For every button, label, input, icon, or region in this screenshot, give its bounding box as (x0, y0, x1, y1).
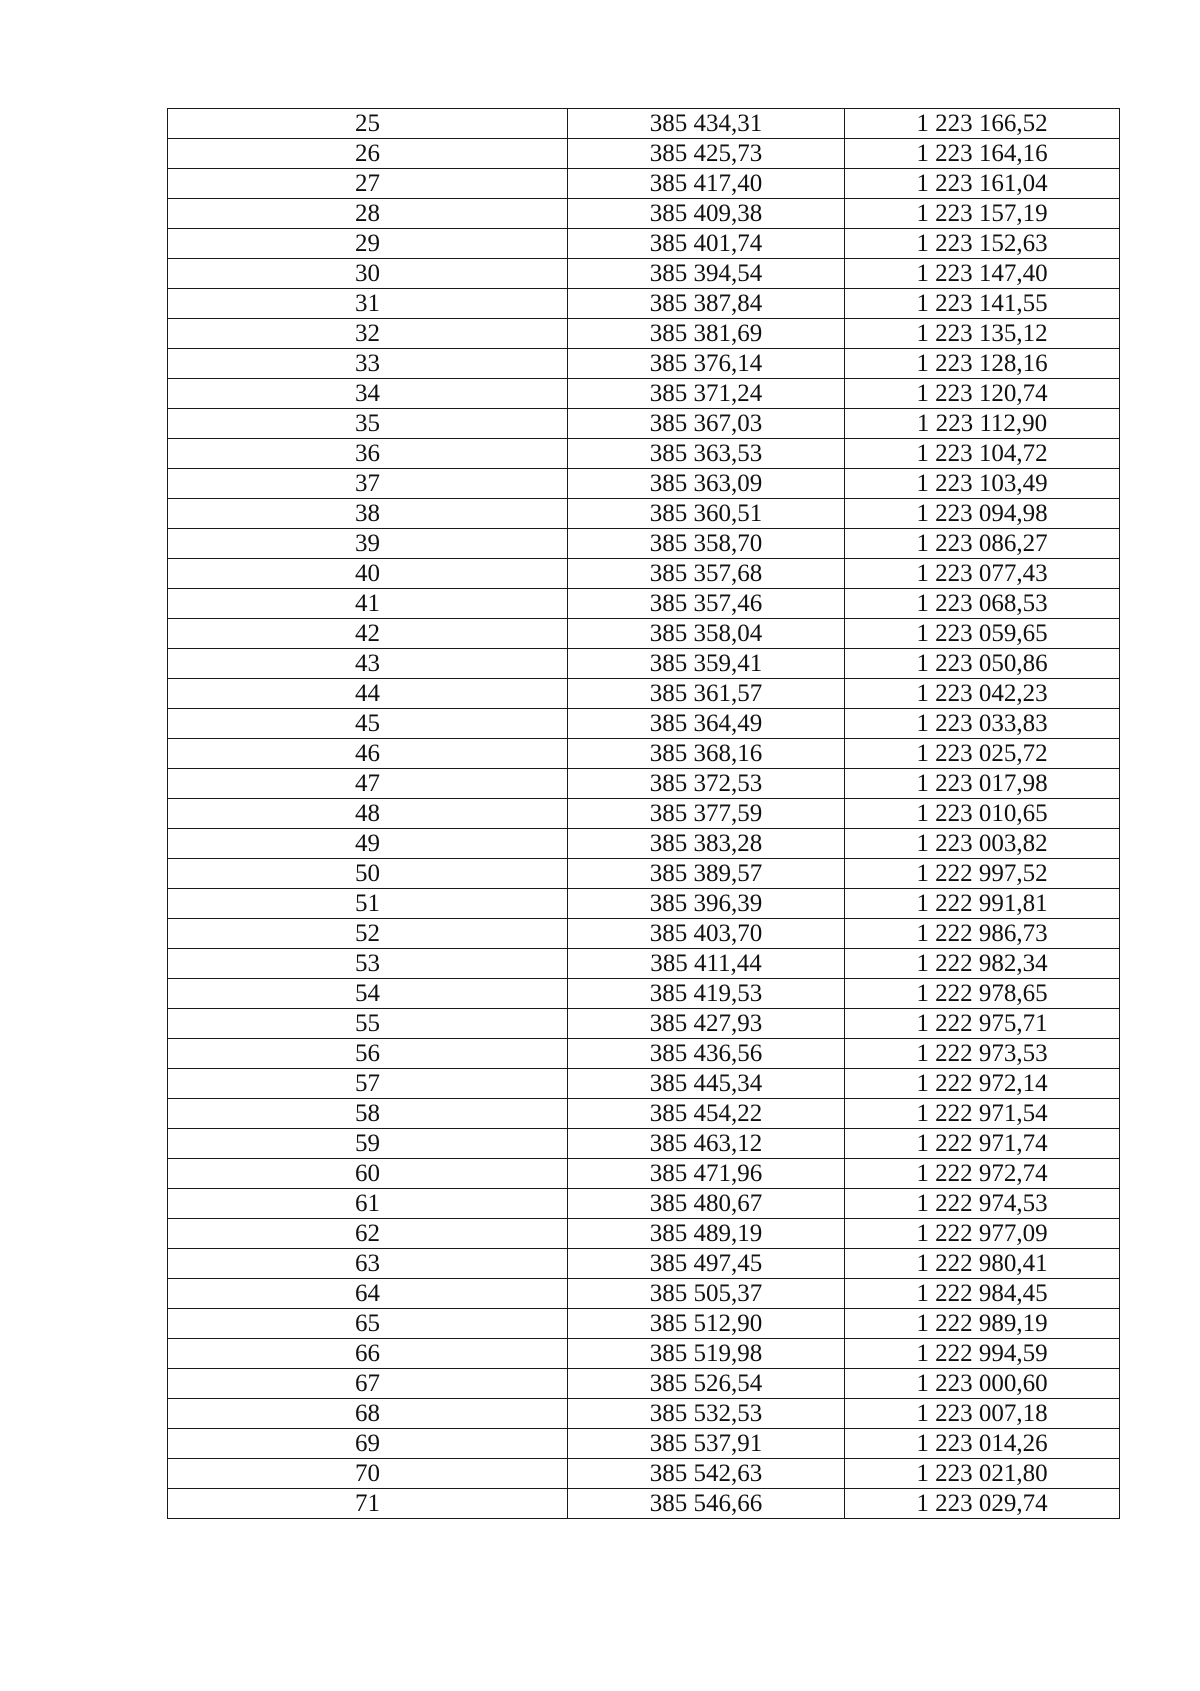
y-coordinate-cell: 1 223 000,60 (845, 1369, 1120, 1399)
table-row (168, 1159, 1120, 1189)
table-row (168, 109, 1120, 139)
x-coordinate-cell: 385 454,22 (568, 1099, 845, 1129)
point-number-cell: 47 (168, 769, 568, 799)
point-number-cell: 59 (168, 1129, 568, 1159)
table-row (168, 769, 1120, 799)
x-coordinate-cell: 385 419,53 (568, 979, 845, 1009)
y-coordinate-cell: 1 223 050,86 (845, 649, 1120, 679)
x-coordinate-cell: 385 436,56 (568, 1039, 845, 1069)
point-number-cell: 51 (168, 889, 568, 919)
y-coordinate-cell: 1 223 003,82 (845, 829, 1120, 859)
y-coordinate-cell: 1 223 164,16 (845, 139, 1120, 169)
point-number-cell: 69 (168, 1429, 568, 1459)
table-row (168, 889, 1120, 919)
point-number-cell: 67 (168, 1369, 568, 1399)
y-coordinate-cell: 1 222 980,41 (845, 1249, 1120, 1279)
x-coordinate-cell: 385 427,93 (568, 1009, 845, 1039)
table-row (168, 1369, 1120, 1399)
y-coordinate-cell: 1 222 972,74 (845, 1159, 1120, 1189)
y-coordinate-cell: 1 223 147,40 (845, 259, 1120, 289)
table-row (168, 409, 1120, 439)
y-coordinate-cell: 1 222 971,74 (845, 1129, 1120, 1159)
x-coordinate-cell: 385 358,04 (568, 619, 845, 649)
point-number-cell: 35 (168, 409, 568, 439)
x-coordinate-cell: 385 396,39 (568, 889, 845, 919)
point-number-cell: 37 (168, 469, 568, 499)
y-coordinate-cell: 1 223 059,65 (845, 619, 1120, 649)
table-row (168, 1489, 1120, 1519)
y-coordinate-cell: 1 222 994,59 (845, 1339, 1120, 1369)
table-row (168, 799, 1120, 829)
x-coordinate-cell: 385 512,90 (568, 1309, 845, 1339)
y-coordinate-cell: 1 223 014,26 (845, 1429, 1120, 1459)
x-coordinate-cell: 385 372,53 (568, 769, 845, 799)
table-row (168, 829, 1120, 859)
x-coordinate-cell: 385 389,57 (568, 859, 845, 889)
point-number-cell: 31 (168, 289, 568, 319)
table-row (168, 559, 1120, 589)
table-row (168, 319, 1120, 349)
point-number-cell: 29 (168, 229, 568, 259)
x-coordinate-cell: 385 364,49 (568, 709, 845, 739)
y-coordinate-cell: 1 223 007,18 (845, 1399, 1120, 1429)
y-coordinate-cell: 1 223 141,55 (845, 289, 1120, 319)
table-row (168, 1219, 1120, 1249)
y-coordinate-cell: 1 223 017,98 (845, 769, 1120, 799)
y-coordinate-cell: 1 223 152,63 (845, 229, 1120, 259)
coordinates-table (167, 108, 1120, 1519)
point-number-cell: 68 (168, 1399, 568, 1429)
table-row (168, 859, 1120, 889)
x-coordinate-cell: 385 357,46 (568, 589, 845, 619)
x-coordinate-cell: 385 537,91 (568, 1429, 845, 1459)
y-coordinate-cell: 1 222 971,54 (845, 1099, 1120, 1129)
coordinates-table-body (168, 109, 1120, 1519)
x-coordinate-cell: 385 403,70 (568, 919, 845, 949)
table-row (168, 289, 1120, 319)
point-number-cell: 43 (168, 649, 568, 679)
y-coordinate-cell: 1 223 021,80 (845, 1459, 1120, 1489)
x-coordinate-cell: 385 376,14 (568, 349, 845, 379)
x-coordinate-cell: 385 363,09 (568, 469, 845, 499)
y-coordinate-cell: 1 223 112,90 (845, 409, 1120, 439)
point-number-cell: 58 (168, 1099, 568, 1129)
x-coordinate-cell: 385 480,67 (568, 1189, 845, 1219)
table-row (168, 349, 1120, 379)
point-number-cell: 64 (168, 1279, 568, 1309)
table-row (168, 529, 1120, 559)
y-coordinate-cell: 1 223 077,43 (845, 559, 1120, 589)
x-coordinate-cell: 385 401,74 (568, 229, 845, 259)
table-row (168, 469, 1120, 499)
y-coordinate-cell: 1 222 978,65 (845, 979, 1120, 1009)
table-row (168, 1069, 1120, 1099)
table-row (168, 1039, 1120, 1069)
table-row (168, 139, 1120, 169)
table-row (168, 589, 1120, 619)
table-row (168, 709, 1120, 739)
x-coordinate-cell: 385 363,53 (568, 439, 845, 469)
x-coordinate-cell: 385 417,40 (568, 169, 845, 199)
y-coordinate-cell: 1 223 042,23 (845, 679, 1120, 709)
table-row (168, 1339, 1120, 1369)
point-number-cell: 71 (168, 1489, 568, 1519)
point-number-cell: 49 (168, 829, 568, 859)
y-coordinate-cell: 1 222 977,09 (845, 1219, 1120, 1249)
x-coordinate-cell: 385 409,38 (568, 199, 845, 229)
x-coordinate-cell: 385 505,37 (568, 1279, 845, 1309)
table-row (168, 169, 1120, 199)
y-coordinate-cell: 1 222 989,19 (845, 1309, 1120, 1339)
point-number-cell: 66 (168, 1339, 568, 1369)
table-row (168, 1399, 1120, 1429)
x-coordinate-cell: 385 542,63 (568, 1459, 845, 1489)
table-row (168, 649, 1120, 679)
table-row (168, 499, 1120, 529)
y-coordinate-cell: 1 223 068,53 (845, 589, 1120, 619)
x-coordinate-cell: 385 519,98 (568, 1339, 845, 1369)
point-number-cell: 45 (168, 709, 568, 739)
point-number-cell: 50 (168, 859, 568, 889)
y-coordinate-cell: 1 222 975,71 (845, 1009, 1120, 1039)
x-coordinate-cell: 385 361,57 (568, 679, 845, 709)
y-coordinate-cell: 1 222 973,53 (845, 1039, 1120, 1069)
x-coordinate-cell: 385 359,41 (568, 649, 845, 679)
y-coordinate-cell: 1 223 033,83 (845, 709, 1120, 739)
y-coordinate-cell: 1 223 094,98 (845, 499, 1120, 529)
point-number-cell: 41 (168, 589, 568, 619)
table-row (168, 979, 1120, 1009)
y-coordinate-cell: 1 222 982,34 (845, 949, 1120, 979)
x-coordinate-cell: 385 377,59 (568, 799, 845, 829)
x-coordinate-cell: 385 546,66 (568, 1489, 845, 1519)
y-coordinate-cell: 1 223 135,12 (845, 319, 1120, 349)
x-coordinate-cell: 385 357,68 (568, 559, 845, 589)
x-coordinate-cell: 385 463,12 (568, 1129, 845, 1159)
table-row (168, 679, 1120, 709)
y-coordinate-cell: 1 223 166,52 (845, 109, 1120, 139)
table-row (168, 919, 1120, 949)
point-number-cell: 42 (168, 619, 568, 649)
table-row (168, 1459, 1120, 1489)
x-coordinate-cell: 385 371,24 (568, 379, 845, 409)
y-coordinate-cell: 1 223 128,16 (845, 349, 1120, 379)
point-number-cell: 33 (168, 349, 568, 379)
point-number-cell: 40 (168, 559, 568, 589)
y-coordinate-cell: 1 223 103,49 (845, 469, 1120, 499)
table-row (168, 1309, 1120, 1339)
x-coordinate-cell: 385 411,44 (568, 949, 845, 979)
point-number-cell: 38 (168, 499, 568, 529)
table-row (168, 199, 1120, 229)
point-number-cell: 26 (168, 139, 568, 169)
point-number-cell: 28 (168, 199, 568, 229)
y-coordinate-cell: 1 223 161,04 (845, 169, 1120, 199)
point-number-cell: 46 (168, 739, 568, 769)
y-coordinate-cell: 1 223 120,74 (845, 379, 1120, 409)
point-number-cell: 52 (168, 919, 568, 949)
x-coordinate-cell: 385 381,69 (568, 319, 845, 349)
y-coordinate-cell: 1 222 974,53 (845, 1189, 1120, 1219)
point-number-cell: 54 (168, 979, 568, 1009)
point-number-cell: 61 (168, 1189, 568, 1219)
point-number-cell: 32 (168, 319, 568, 349)
y-coordinate-cell: 1 222 972,14 (845, 1069, 1120, 1099)
table-row (168, 1099, 1120, 1129)
x-coordinate-cell: 385 394,54 (568, 259, 845, 289)
y-coordinate-cell: 1 222 986,73 (845, 919, 1120, 949)
x-coordinate-cell: 385 383,28 (568, 829, 845, 859)
point-number-cell: 57 (168, 1069, 568, 1099)
point-number-cell: 44 (168, 679, 568, 709)
x-coordinate-cell: 385 532,53 (568, 1399, 845, 1429)
y-coordinate-cell: 1 223 029,74 (845, 1489, 1120, 1519)
point-number-cell: 39 (168, 529, 568, 559)
table-row (168, 229, 1120, 259)
y-coordinate-cell: 1 222 997,52 (845, 859, 1120, 889)
table-row (168, 1009, 1120, 1039)
point-number-cell: 65 (168, 1309, 568, 1339)
y-coordinate-cell: 1 222 991,81 (845, 889, 1120, 919)
x-coordinate-cell: 385 358,70 (568, 529, 845, 559)
table-row (168, 1279, 1120, 1309)
table-row (168, 379, 1120, 409)
point-number-cell: 36 (168, 439, 568, 469)
x-coordinate-cell: 385 387,84 (568, 289, 845, 319)
table-row (168, 619, 1120, 649)
y-coordinate-cell: 1 223 104,72 (845, 439, 1120, 469)
point-number-cell: 70 (168, 1459, 568, 1489)
point-number-cell: 25 (168, 109, 568, 139)
y-coordinate-cell: 1 223 086,27 (845, 529, 1120, 559)
point-number-cell: 34 (168, 379, 568, 409)
table-row (168, 1189, 1120, 1219)
point-number-cell: 30 (168, 259, 568, 289)
table-row (168, 1129, 1120, 1159)
y-coordinate-cell: 1 223 157,19 (845, 199, 1120, 229)
x-coordinate-cell: 385 526,54 (568, 1369, 845, 1399)
table-row (168, 1249, 1120, 1279)
y-coordinate-cell: 1 223 025,72 (845, 739, 1120, 769)
table-row (168, 1429, 1120, 1459)
point-number-cell: 53 (168, 949, 568, 979)
point-number-cell: 55 (168, 1009, 568, 1039)
table-row (168, 949, 1120, 979)
point-number-cell: 63 (168, 1249, 568, 1279)
x-coordinate-cell: 385 425,73 (568, 139, 845, 169)
x-coordinate-cell: 385 471,96 (568, 1159, 845, 1189)
point-number-cell: 62 (168, 1219, 568, 1249)
x-coordinate-cell: 385 368,16 (568, 739, 845, 769)
point-number-cell: 60 (168, 1159, 568, 1189)
x-coordinate-cell: 385 434,31 (568, 109, 845, 139)
point-number-cell: 48 (168, 799, 568, 829)
x-coordinate-cell: 385 445,34 (568, 1069, 845, 1099)
y-coordinate-cell: 1 223 010,65 (845, 799, 1120, 829)
table-row (168, 739, 1120, 769)
x-coordinate-cell: 385 367,03 (568, 409, 845, 439)
point-number-cell: 27 (168, 169, 568, 199)
table-row (168, 259, 1120, 289)
x-coordinate-cell: 385 360,51 (568, 499, 845, 529)
x-coordinate-cell: 385 497,45 (568, 1249, 845, 1279)
x-coordinate-cell: 385 489,19 (568, 1219, 845, 1249)
y-coordinate-cell: 1 222 984,45 (845, 1279, 1120, 1309)
point-number-cell: 56 (168, 1039, 568, 1069)
table-row (168, 439, 1120, 469)
